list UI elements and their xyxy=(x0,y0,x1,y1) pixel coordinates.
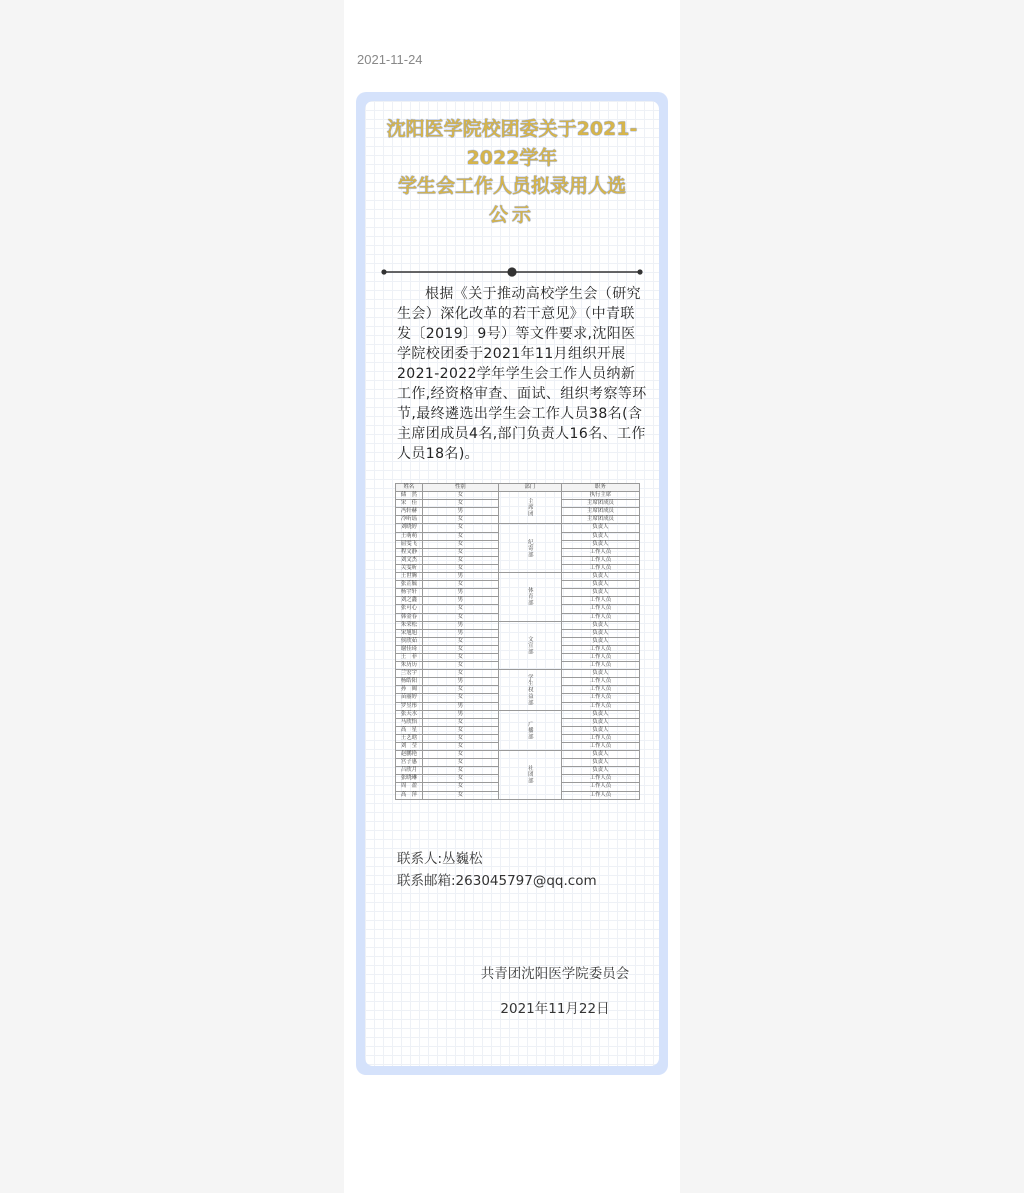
header-department: 部门 xyxy=(498,484,561,492)
cell-position: 负责人 xyxy=(561,540,639,548)
cell-name: 吕欣月 xyxy=(396,767,423,775)
cell-gender: 女 xyxy=(422,492,498,500)
cell-name: 兰宏宇 xyxy=(396,670,423,678)
cell-position: 工作人员 xyxy=(561,548,639,556)
cell-name: 杨皓阳 xyxy=(396,678,423,686)
cell-position: 工作人员 xyxy=(561,678,639,686)
cell-department: 主席团 xyxy=(498,492,561,524)
cell-department: 文宣部 xyxy=(498,621,561,670)
cell-position: 负责人 xyxy=(561,767,639,775)
cell-gender: 女 xyxy=(422,516,498,524)
cell-department: 学生权益部 xyxy=(498,670,561,710)
header-name: 姓名 xyxy=(396,484,423,492)
cell-position: 执行主席 xyxy=(561,492,639,500)
cell-name: 刘之鑫 xyxy=(396,597,423,605)
cell-department: 社团部 xyxy=(498,751,561,800)
cell-gender: 男 xyxy=(422,589,498,597)
cell-position: 负责人 xyxy=(561,532,639,540)
cell-position: 工作人员 xyxy=(561,791,639,799)
cell-gender: 男 xyxy=(422,508,498,516)
cell-gender: 女 xyxy=(422,791,498,799)
cell-name: 冯轩赫 xyxy=(396,508,423,516)
staff-table-header-row xyxy=(396,484,640,492)
cell-position: 主席团成员 xyxy=(561,500,639,508)
cell-position: 工作人员 xyxy=(561,783,639,791)
cell-name: 苗丽婷 xyxy=(396,694,423,702)
cell-position: 负责人 xyxy=(561,581,639,589)
title-divider xyxy=(381,265,643,279)
publish-date: 2021-11-24 xyxy=(357,52,423,67)
cell-name: 刘文杰 xyxy=(396,556,423,564)
cell-name: 孙 阔 xyxy=(396,686,423,694)
cell-position: 工作人员 xyxy=(561,662,639,670)
cell-gender: 女 xyxy=(422,524,498,532)
cell-name: 谢佳琦 xyxy=(396,645,423,653)
cell-position: 负责人 xyxy=(561,710,639,718)
cell-gender: 女 xyxy=(422,686,498,694)
cell-position: 负责人 xyxy=(561,751,639,759)
signature-date: 2021年11月22日 xyxy=(500,1001,610,1017)
table-row xyxy=(396,621,640,629)
cell-position: 负责人 xyxy=(561,726,639,734)
cell-name: 杨宇轩 xyxy=(396,589,423,597)
cell-name: 王世腾 xyxy=(396,573,423,581)
cell-gender: 女 xyxy=(422,653,498,661)
cell-name: 王萌萌 xyxy=(396,532,423,540)
cell-name: 刘 莹 xyxy=(396,743,423,751)
cell-name: 刘晓婷 xyxy=(396,524,423,532)
cell-name: 关雯昕 xyxy=(396,564,423,572)
cell-position: 工作人员 xyxy=(561,605,639,613)
notice-body-text: 根据《关于推动高校学生会（研究生会）深化改革的若干意见》（中青联发〔2019〕9号）等文件要求,沈阳医学院校团委于2021年11月组织开展2021-2022学年学生会工作人员纳新工作,经资格审查、面试、组织考察等环节,最终遴选出学生会工作人员38名(含主席团成员4名,部门负责人16名、工作人员18名)。 xyxy=(397,286,647,462)
cell-gender: 女 xyxy=(422,767,498,775)
cell-name: 侯欣茹 xyxy=(396,637,423,645)
cell-name: 宋 佳 xyxy=(396,500,423,508)
cell-gender: 女 xyxy=(422,645,498,653)
cell-name: 张芷毓 xyxy=(396,581,423,589)
cell-gender: 女 xyxy=(422,532,498,540)
cell-name: 冷昕谣 xyxy=(396,516,423,524)
cell-gender: 男 xyxy=(422,621,498,629)
table-row xyxy=(396,710,640,718)
notice-title xyxy=(371,115,653,229)
cell-position: 工作人员 xyxy=(561,702,639,710)
cell-name: 高 星 xyxy=(396,726,423,734)
cell-position: 工作人员 xyxy=(561,556,639,564)
cell-name: 储 然 xyxy=(396,492,423,500)
table-row xyxy=(396,751,640,759)
cell-position: 负责人 xyxy=(561,718,639,726)
cell-position: 负责人 xyxy=(561,589,639,597)
cell-position: 工作人员 xyxy=(561,686,639,694)
cell-gender: 女 xyxy=(422,783,498,791)
cell-name: 宫子惠 xyxy=(396,759,423,767)
cell-gender: 女 xyxy=(422,743,498,751)
title-line-3: 学生会工作人员拟录用人选 xyxy=(397,175,626,197)
staff-table-body xyxy=(396,492,640,800)
notice-card-inner xyxy=(365,101,659,1066)
cell-gender: 男 xyxy=(422,702,498,710)
cell-name: 罗昱彤 xyxy=(396,702,423,710)
cell-position: 工作人员 xyxy=(561,694,639,702)
header-gender: 性别 xyxy=(422,484,498,492)
cell-position: 负责人 xyxy=(561,637,639,645)
title-line-1: 沈阳医学院校团委关于2021- xyxy=(386,118,638,140)
cell-position: 工作人员 xyxy=(561,597,639,605)
cell-gender: 女 xyxy=(422,564,498,572)
cell-position: 工作人员 xyxy=(561,743,639,751)
signature-org: 共青团沈阳医学院委员会 xyxy=(480,966,630,982)
table-row xyxy=(396,524,640,532)
cell-department: 纪寄部 xyxy=(498,524,561,573)
cell-name: 朱历历 xyxy=(396,662,423,670)
table-row xyxy=(396,573,640,581)
cell-department: 体育部 xyxy=(498,573,561,622)
header-position: 职务 xyxy=(561,484,639,492)
title-line-4: 公示 xyxy=(488,203,535,226)
cell-position: 负责人 xyxy=(561,759,639,767)
cell-name: 马欣怡 xyxy=(396,718,423,726)
cell-position: 负责人 xyxy=(561,621,639,629)
cell-name: 宋旭旭 xyxy=(396,629,423,637)
cell-name: 王艺晗 xyxy=(396,734,423,742)
cell-gender: 男 xyxy=(422,573,498,581)
cell-gender: 男 xyxy=(422,629,498,637)
cell-position: 主席团成员 xyxy=(561,516,639,524)
cell-gender: 女 xyxy=(422,540,498,548)
cell-name: 张可心 xyxy=(396,605,423,613)
cell-gender: 女 xyxy=(422,556,498,564)
article-page xyxy=(344,0,680,1193)
cell-gender: 女 xyxy=(422,613,498,621)
cell-gender: 女 xyxy=(422,775,498,783)
cell-name: 程文静 xyxy=(396,548,423,556)
cell-gender: 女 xyxy=(422,759,498,767)
cell-position: 工作人员 xyxy=(561,734,639,742)
cell-name: 王 菲 xyxy=(396,653,423,661)
cell-position: 负责人 xyxy=(561,670,639,678)
cell-name: 张天水 xyxy=(396,710,423,718)
notice-body xyxy=(397,284,647,464)
cell-position: 工作人员 xyxy=(561,645,639,653)
divider-end-dot-right xyxy=(637,269,642,274)
cell-name: 屈雯飞 xyxy=(396,540,423,548)
cell-position: 工作人员 xyxy=(561,564,639,572)
cell-position: 负责人 xyxy=(561,629,639,637)
cell-name: 张晓琳 xyxy=(396,775,423,783)
cell-position: 工作人员 xyxy=(561,775,639,783)
cell-gender: 男 xyxy=(422,597,498,605)
cell-position: 负责人 xyxy=(561,524,639,532)
title-line-2: 2022学年 xyxy=(466,146,558,169)
cell-department: 广播部 xyxy=(498,710,561,750)
divider-end-dot-left xyxy=(381,269,386,274)
cell-gender: 女 xyxy=(422,670,498,678)
staff-table-wrapper xyxy=(395,483,643,800)
cell-position: 负责人 xyxy=(561,573,639,581)
cell-name: 高 萍 xyxy=(396,791,423,799)
contact-email: 联系邮箱:263045797@qq.com xyxy=(397,873,597,889)
staff-table xyxy=(395,483,640,800)
cell-gender: 女 xyxy=(422,718,498,726)
notice-card xyxy=(356,92,668,1075)
cell-name: 韩金春 xyxy=(396,613,423,621)
cell-gender: 女 xyxy=(422,694,498,702)
cell-gender: 女 xyxy=(422,637,498,645)
contact-block xyxy=(397,848,647,892)
cell-gender: 女 xyxy=(422,605,498,613)
cell-gender: 女 xyxy=(422,548,498,556)
cell-gender: 女 xyxy=(422,500,498,508)
cell-gender: 女 xyxy=(422,581,498,589)
divider-center-dot xyxy=(507,267,516,276)
table-row xyxy=(396,670,640,678)
cell-gender: 男 xyxy=(422,710,498,718)
cell-gender: 女 xyxy=(422,726,498,734)
cell-position: 主席团成员 xyxy=(561,508,639,516)
cell-position: 工作人员 xyxy=(561,653,639,661)
cell-name: 朱荣松 xyxy=(396,621,423,629)
table-row xyxy=(396,492,640,500)
cell-position: 工作人员 xyxy=(561,613,639,621)
cell-gender: 女 xyxy=(422,734,498,742)
cell-name: 赵鹏艳 xyxy=(396,751,423,759)
cell-gender: 女 xyxy=(422,751,498,759)
cell-name: 周 盈 xyxy=(396,783,423,791)
cell-gender: 女 xyxy=(422,662,498,670)
contact-person: 联系人:丛巍松 xyxy=(397,851,483,867)
cell-gender: 男 xyxy=(422,678,498,686)
